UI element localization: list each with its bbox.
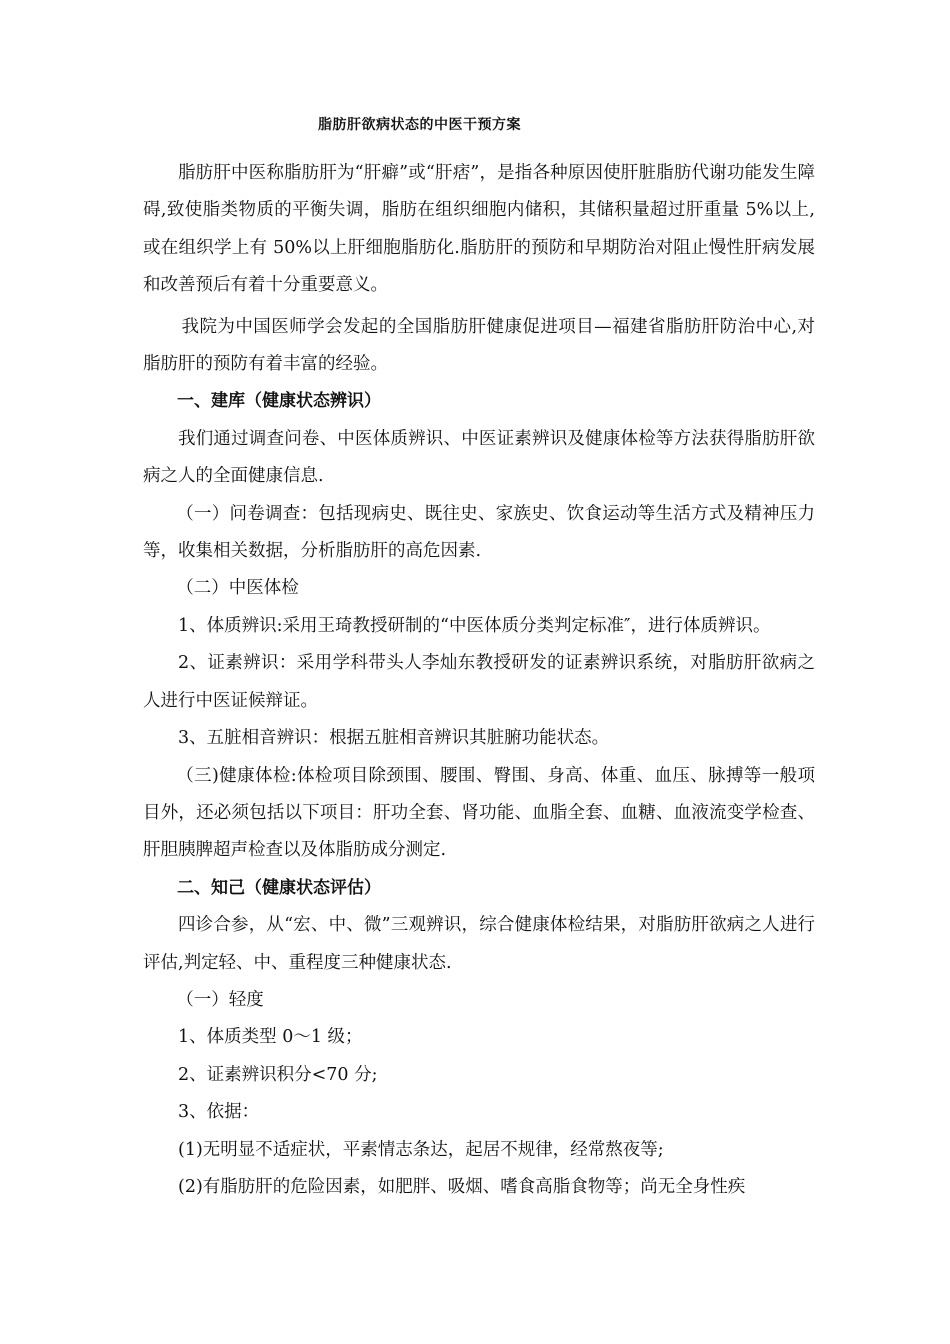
list-item-basis-2: (2)有脂肪肝的危险因素，如肥胖、吸烟、嗜食高脂食物等；尚无全身性疾 [178,1176,746,1197]
document-title: 脂肪肝欲病状态的中医干预方案 [318,117,521,133]
paragraph-health-exam: （三)健康体检:体检项目除颈围、腰围、臀围、身高、体重、血压、脉搏等一般项目外，还必须包括以下项目：肝功全套、肾功能、血脂全套、血糖、血液流变学检查、肝胆胰脾超声检查以及体脂肪成分测定. [143,765,815,861]
section-heading-1: 一、建库（健康状态辨识） [177,391,381,412]
subheading-mild: （一）轻度 [176,989,264,1010]
document-body [143,155,815,1206]
paragraph-methods: 我们通过调查问卷、中医体质辨识、中医证素辨识及健康体检等方法获得脂肪肝欲病之人的全面健康信息. [143,428,815,487]
paragraph-constitution: 1、体质辨识:采用王琦教授研制的“中医体质分类判定标准″，进行体质辨识。 [178,615,771,636]
paragraph-assessment: 四诊合参，从“宏、中、微”三观辨识，综合健康体检结果，对脂肪肝欲病之人进行评估,判定轻、中、重程度三种健康状态. [143,915,815,973]
paragraph-hospital: 我院为中国医师学会发起的全国脂肪肝健康促进项目—福建省脂肪肝防治中心,对脂肪肝的预防有着丰富的经验。 [143,316,815,375]
paragraph-syndrome: 2、证素辨识：采用学科带头人李灿东教授研发的证素辨识系统，对脂肪肝欲病之人进行中医证候辩证。 [143,653,815,711]
paragraph-questionnaire: （一）问卷调查：包括现病史、既往史、家族史、饮食运动等生活方式及精神压力等，收集相关数据，分析脂肪肝的高危因素. [143,503,815,562]
section-heading-2: 二、知己（健康状态评估） [177,877,381,898]
paragraph-intro: 脂肪肝中医称脂肪肝为“肝癖”或“肝痞”，是指各种原因使肝脏脂肪代谢功能发生障碍,致使脂类物质的平衡失调，脂肪在组织细胞内储积，其储积量超过肝重量 5%以上,或在组织学上有 50%以上肝细胞脂肪化.脂肪肝的预防和早期防治对阻止慢性肝病发展和改善预后有着十分重要意义。 [143,163,815,296]
paragraph-five-organs: 3、五脏相音辨识：根据五脏相音辨识其脏腑功能状态。 [178,728,610,749]
list-item-syndrome-score: 2、证素辨识积分<70 分; [178,1064,378,1085]
list-item-basis: 3、依据： [178,1102,260,1123]
list-item-basis-1: (1)无明显不适症状，平素情志条达，起居不规律，经常熬夜等; [178,1139,664,1160]
list-item-constitution-level: 1、体质类型 0～1 级； [178,1027,363,1048]
subheading-tcm-exam: （二）中医体检 [176,578,299,599]
